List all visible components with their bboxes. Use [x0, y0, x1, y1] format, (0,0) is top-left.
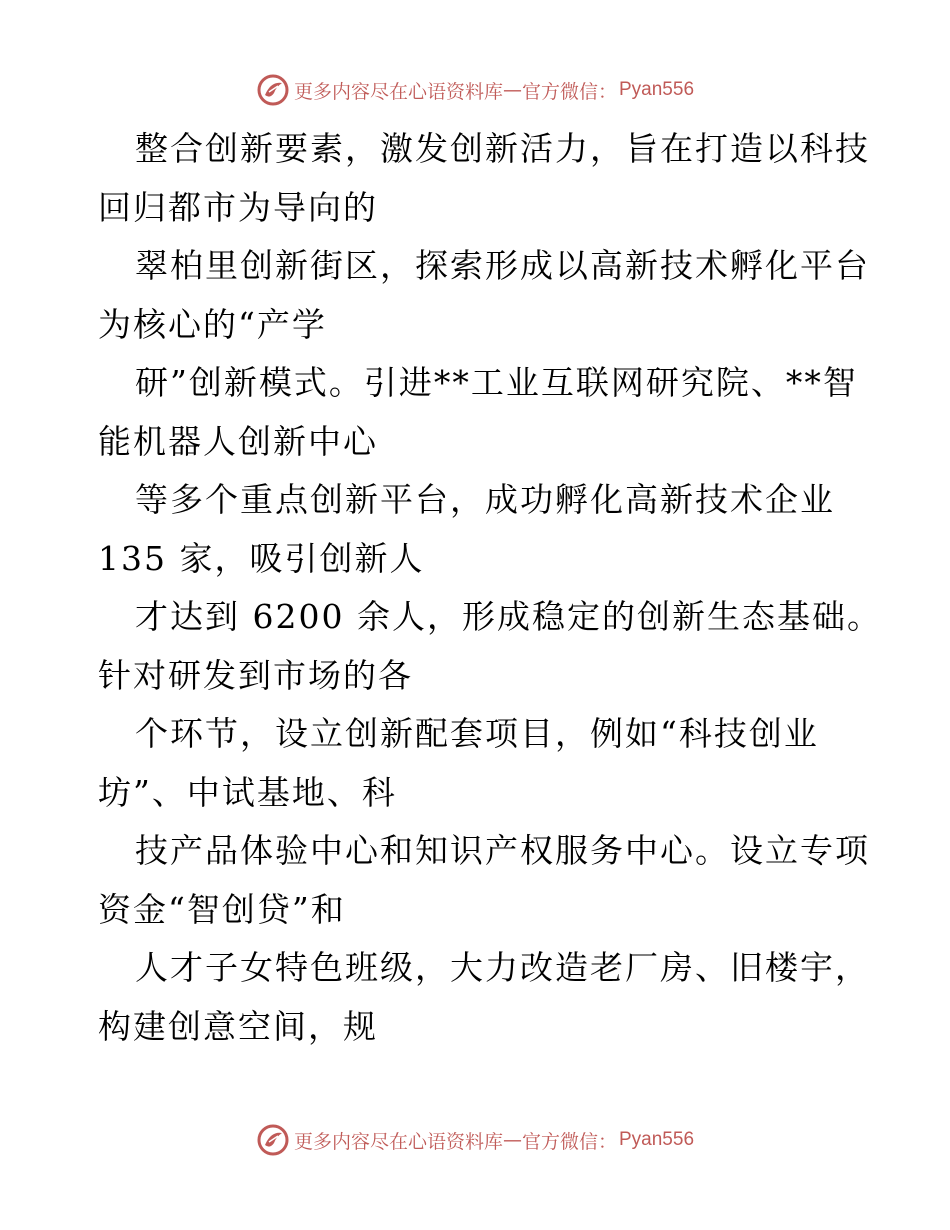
footer-watermark — [0, 1120, 950, 1160]
text-line: 构建创意空间，规 — [98, 1006, 378, 1046]
text-line: 135 家，吸引创新人 — [98, 538, 425, 578]
text-line: 能机器人创新中心 — [98, 421, 378, 461]
watermark-account: Pyan556 — [619, 1129, 695, 1150]
watermark-wechat-label: 官方微信： — [521, 80, 617, 103]
text-line: 翠柏里创新街区，探索形成以高新技术孵化平台 — [135, 246, 870, 285]
text-line: 研”创新模式。引进**工业互联网研究院、**智 — [135, 363, 858, 402]
brand-logo-icon — [256, 73, 290, 107]
document-body — [98, 120, 882, 1056]
watermark-account: Pyan556 — [619, 79, 695, 100]
text-line: 整合创新要素，激发创新活力，旨在打造以科技 — [135, 129, 870, 168]
watermark-site-text: 更多内容尽在心语资料库 — [293, 80, 503, 103]
text-line: 资金“智创贷”和 — [98, 889, 346, 929]
watermark-site-text: 更多内容尽在心语资料库 — [293, 1130, 503, 1153]
text-line: 针对研发到市场的各 — [98, 655, 413, 695]
text-line: 才达到 6200 余人，形成稳定的创新生态基础。 — [135, 597, 882, 636]
watermark-wechat-label: 官方微信： — [521, 1130, 617, 1153]
text-line: 技产品体验中心和知识产权服务中心。设立专项 — [135, 831, 870, 870]
watermark-separator: — — [502, 79, 522, 101]
text-line: 坊”、中试基地、科 — [98, 772, 397, 812]
text-line: 人才子女特色班级，大力改造老厂房、旧楼宇， — [135, 948, 870, 987]
text-line: 为核心的“产学 — [98, 304, 327, 344]
text-line: 回归都市为导向的 — [98, 187, 378, 227]
text-line: 个环节，设立创新配套项目，例如“科技创业 — [135, 714, 819, 753]
watermark-separator: — — [502, 1129, 522, 1151]
text-line: 等多个重点创新平台，成功孵化高新技术企业 — [135, 480, 835, 519]
header-watermark — [0, 70, 950, 110]
brand-logo-icon — [256, 1123, 290, 1157]
